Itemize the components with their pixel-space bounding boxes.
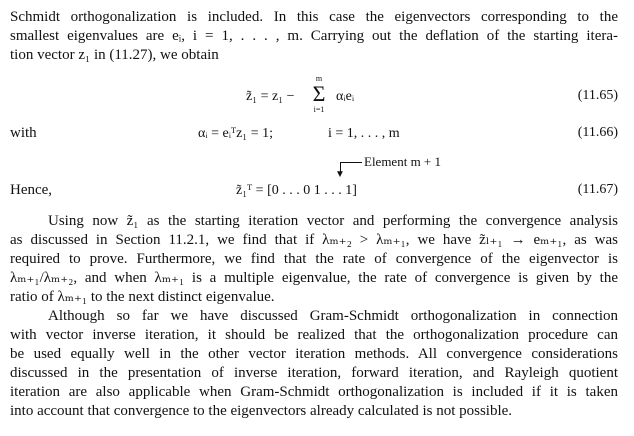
paragraph-3-line-6: into account that convergence to the eigenvectors already calculated is not possible. — [10, 403, 513, 419]
paragraph-1-line-3: tion vector z₁ in (11.27), we obtain — [10, 47, 219, 63]
summation-sign: Σ — [312, 81, 326, 106]
equation-11-67-label: Hence, — [10, 182, 53, 198]
equation-11-65-rhs: αᵢeᵢ — [336, 89, 355, 104]
annotation-leader-line — [340, 162, 362, 163]
paragraph-2-line-1: Using now z̃₁ as the starting iteration vector and performing the convergence analysis — [48, 213, 618, 229]
paragraph-2-line-4: λₘ₊₁/λₘ₊₂, and when λₘ₊₁ is a multiple eigenvalue, the rate of convergence is given by the — [10, 270, 618, 286]
equation-number-11-66: (11.66) — [577, 125, 618, 140]
equation-number-11-67: (11.67) — [577, 182, 618, 197]
paragraph-2-line-2: as discussed in Section 11.2.1, we find that if λₘ₊₂ > λₘ₊₁, we have z̃ₗ₊₁ → eₘ₊₁, as was — [10, 232, 618, 248]
equation-11-66-range: i = 1, . . . , m — [328, 126, 400, 141]
element-annotation-label: Element m + 1 — [364, 154, 442, 169]
paragraph-3-line-1: Although so far we have discussed Gram-Schmidt orthogonalization in connection — [48, 308, 618, 324]
paragraph-2-line-3: required to prove. Furthermore, we find that the rate of convergence of the eigenvector is — [10, 251, 618, 267]
paragraph-1-line-2: smallest eigenvalues are eᵢ, i = 1, . . . , m. Carrying out the deflation of the starting itera- — [10, 28, 618, 44]
paragraph-3-line-3: be used equally well in the other vector iteration methods. All convergence considerations — [10, 346, 618, 362]
paragraph-3-line-2: with vector inverse iteration, it should be realized that the orthogonalization procedure can — [10, 327, 618, 343]
paragraph-2-line-5: ratio of λₘ₊₁ to the next distinct eigenvalue. — [10, 289, 275, 305]
equation-11-66-label: with — [10, 125, 37, 141]
paragraph-1-line-1: Schmidt orthogonalization is included. In this case the eigenvectors corresponding to the — [10, 9, 618, 25]
equation-number-11-65: (11.65) — [577, 88, 618, 103]
equation-11-66-body: αᵢ = eᵢᵀz₁ = 1; — [198, 126, 273, 141]
annotation-arrow-icon: ▼ — [335, 169, 345, 180]
paragraph-3-line-5: iteration are also applicable when Gram-Schmidt orthogonalization is included if it is taken — [10, 384, 618, 400]
summation-lower-limit: i=1 — [313, 105, 325, 114]
equation-11-67-body: z̃₁ᵀ = [0 . . . 0 1 . . . 1] — [236, 183, 357, 198]
summation-symbol — [309, 74, 329, 114]
paragraph-3-line-4: discussed in the presentation of inverse iteration, forward iteration, and Rayleigh quotient — [10, 365, 618, 381]
equation-11-65-lhs: z̃₁ = z₁ − — [246, 89, 295, 104]
summation-upper-limit: m — [315, 74, 323, 83]
